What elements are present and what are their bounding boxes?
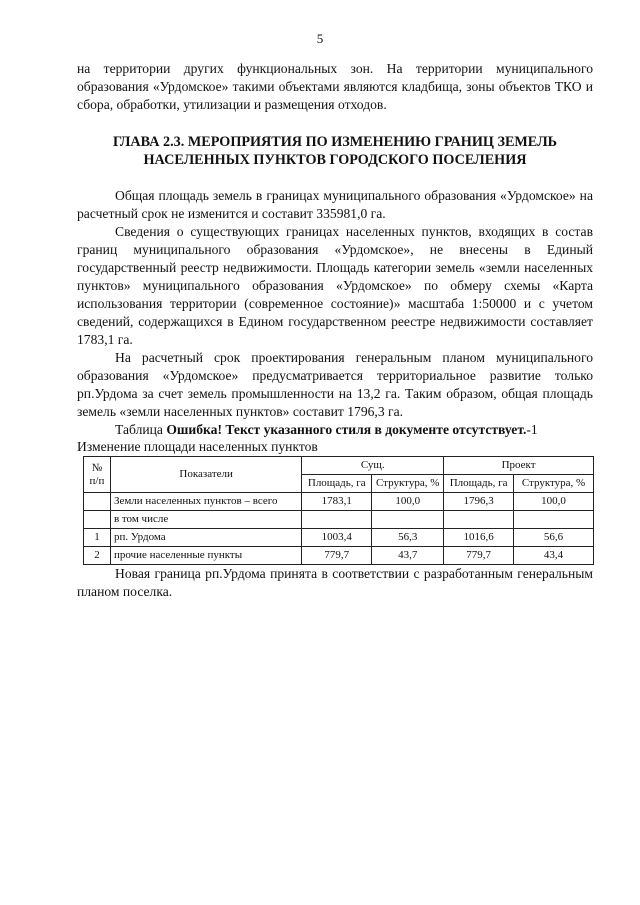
paragraph-final: Новая граница рп.Урдома принята в соответствии с разработанным генеральным планом поселка.: [77, 566, 593, 599]
header-indicators: Показатели: [110, 457, 301, 493]
header-structure-project: Структура, %: [514, 475, 594, 493]
row-area-existing: [302, 511, 372, 529]
table-caption-suffix: -1: [526, 422, 538, 437]
table-caption: [77, 421, 593, 455]
row-area-existing: 1003,4: [302, 529, 372, 547]
table-row: [84, 493, 594, 511]
paragraph-projected-development: На расчетный срок проектирования генеральным планом муниципального образования «Урдомское» предусматривается территориальное развитие только рп.Урдома за счет земель промышленности на 13,2 га. Таким образом, общая площадь земель «земли населенных пунктов» составит 1796,3 га.: [77, 350, 593, 419]
header-project: Проект: [444, 457, 594, 475]
table-caption-title: Изменение площади населенных пунктов: [77, 439, 318, 454]
row-structure-existing: [372, 511, 444, 529]
row-name: прочие населенные пункты: [110, 547, 301, 565]
paragraph-existing-borders: Сведения о существующих границах населенных пунктов, входящих в состав границ муниципального образования «Урдомское», не внесены в Единый государственный реестр недвижимости. Площадь категории земель «земли населенных пунктов» муниципального образования «Урдомское» по обмеру схемы «Карта использования территории (современное состояние)» масштаба 1:50000 и с учетом сведений, содержащихся в Едином государственном реестре недвижимости составляет 1783,1 га.: [77, 224, 593, 347]
table-caption-error: Ошибка! Текст указанного стиля в документе отсутствует.: [166, 422, 527, 437]
table-row: [84, 511, 594, 529]
header-area-project: Площадь, га: [444, 475, 514, 493]
page-content: [77, 60, 593, 601]
row-num: [84, 511, 111, 529]
row-structure-project: 43,4: [514, 547, 594, 565]
row-num: 1: [84, 529, 111, 547]
header-existing: Сущ.: [302, 457, 444, 475]
header-area-existing: Площадь, га: [302, 475, 372, 493]
row-name: рп. Урдома: [110, 529, 301, 547]
settlement-area-table: [83, 456, 594, 565]
chapter-heading: [77, 133, 593, 169]
table-row: [84, 547, 594, 565]
row-area-existing: 779,7: [302, 547, 372, 565]
row-name: в том числе: [110, 511, 301, 529]
header-num: № п/п: [84, 457, 111, 493]
row-structure-project: [514, 511, 594, 529]
table-header-row-1: [84, 457, 594, 475]
row-area-project: 1016,6: [444, 529, 514, 547]
row-name: Земли населенных пунктов – всего: [110, 493, 301, 511]
header-structure-existing: Структура, %: [372, 475, 444, 493]
paragraph-total-area: Общая площадь земель в границах муниципального образования «Урдомское» на расчетный срок не изменится и составит 335981,0 га.: [77, 188, 593, 221]
table-row: [84, 529, 594, 547]
row-num: 2: [84, 547, 111, 565]
row-area-project: 779,7: [444, 547, 514, 565]
row-structure-existing: 100,0: [372, 493, 444, 511]
chapter-heading-line-2: НАСЕЛЕННЫХ ПУНКТОВ ГОРОДСКОГО ПОСЕЛЕНИЯ: [143, 152, 527, 168]
row-area-project: 1796,3: [444, 493, 514, 511]
row-area-project: [444, 511, 514, 529]
row-structure-existing: 43,7: [372, 547, 444, 565]
page-number: 5: [316, 31, 324, 46]
row-structure-existing: 56,3: [372, 529, 444, 547]
row-num: [84, 493, 111, 511]
row-structure-project: 100,0: [514, 493, 594, 511]
table-caption-prefix: Таблица: [115, 422, 163, 437]
row-area-existing: 1783,1: [302, 493, 372, 511]
chapter-heading-line-1: ГЛАВА 2.3. МЕРОПРИЯТИЯ ПО ИЗМЕНЕНИЮ ГРАНИЦ ЗЕМЕЛЬ: [112, 134, 558, 150]
row-structure-project: 56,6: [514, 529, 594, 547]
paragraph-intro: на территории других функциональных зон. На территории муниципального образования «Урдомское» такими объектами являются кладбища, зоны объектов ТКО и сбора, обработки, утилизации и размещения отходов.: [77, 61, 593, 112]
